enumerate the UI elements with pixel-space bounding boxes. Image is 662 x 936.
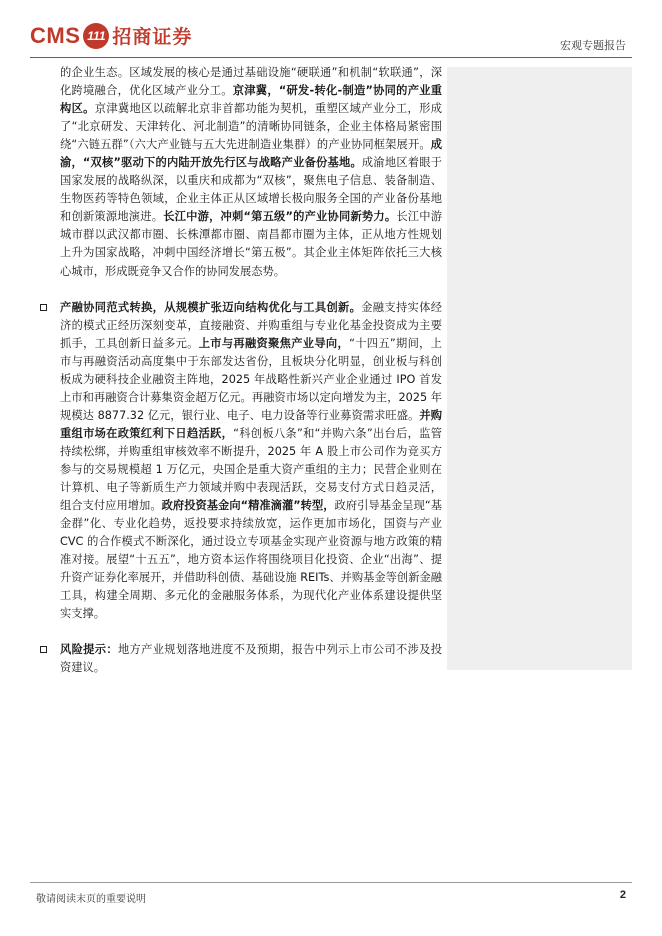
- sidebar-panel: [447, 67, 632, 670]
- text-segment: 长江中游城市群以武汉都市圈、长株潭都市圈、南昌都市圈为主体，正从地方性规划上升为国家战略，冲刺中国经济增长“第五极”。其企业主体矩阵依托三大核心城市，形成既竞争又合作的协同发展态势。: [60, 210, 442, 278]
- bold-text-segment: 并购重组市场在政策红利下日趋活跃，: [60, 408, 442, 440]
- text-segment: “十四五”期间，上市与再融资活动高度集中于东部发达省份，且板块分化明显，创业板与科创板成为硬科技企业融资主阵地，2025 年战略性新兴产业企业通过 IPO 首发上市和再融资合计募集资金超万亿元。再融资市场以定向增发为主，2025 年规模达 8877.32 亿元，银行业、电子、电力设备等行业募资需求旺盛。: [60, 336, 442, 422]
- logo-cn-text: 招商证券: [112, 26, 193, 48]
- bold-text-segment: 成渝，“双核”驱动下的内陆开放先行区与战略产业备份基地。: [60, 138, 442, 170]
- footer-disclaimer: 敬请阅读末页的重要说明: [36, 894, 146, 905]
- logo-badge-icon: 111: [83, 23, 109, 49]
- page-number: 2: [619, 889, 626, 901]
- bold-text-segment: 京津冀，“研发-转化-制造”协同的产业重构区。: [60, 84, 442, 116]
- cms-logo: [30, 22, 192, 49]
- bullet-paragraph: [60, 299, 442, 624]
- square-bullet-icon: [40, 646, 47, 653]
- bullet-paragraph: [60, 641, 442, 677]
- logo-cms-text: CMS: [30, 22, 81, 48]
- text-segment: “科创板八条”和“并购六条”出台后，监管持续松绑，并购重组审核效率不断提升，2025 年 A 股上市公司作为竞买方参与的交易规模超 1 万亿元，央国企是重大资产重组的主力；民营企业则在计算机、电子等新质生产力领域并购中表现活跃，交易支付方式日趋灵活，组合支付应用增加。: [60, 426, 442, 513]
- footer-divider: [30, 882, 632, 883]
- square-bullet-icon: [40, 304, 47, 311]
- bold-text-segment: 上市与再融资聚焦产业导向，: [198, 336, 350, 350]
- bold-text-segment: 风险提示：: [60, 643, 118, 657]
- text-segment: 的企业生态。区域发展的核心是通过基础设施“硬联通”和机制“软联通”，深化跨境融合，优化区域产业分工。: [60, 66, 442, 98]
- text-segment: 京津冀地区以疏解北京非首都功能为契机，重塑区域产业分工，形成了“北京研发、天津转化、河北制造”的清晰协同链条，企业主体格局紧密围绕“六链五群”（六大产业链与五大先进制造业集群）的产业协同框架展开。: [60, 102, 442, 152]
- text-segment: 政府引导基金呈现“基金群”化、专业化趋势，返投要求持续放宽，运作更加市场化，国资与产业 CVC 的合作模式不断深化，通过设立专项基金实现产业资源与地方政策的精准对接。展望“十五五”，地方资本运作将围绕项目化投资、企业“出海”、提升资产证券化率展开，并借助科创债、基础设施 REITs、并购基金等创新金融工具，构建全周期、多元化的金融服务体系，为现代化产业体系建设提供坚实支撑。: [60, 499, 442, 621]
- report-type-label: 宏观专题报告: [560, 39, 626, 52]
- bold-text-segment: 政府投资基金向“精准滴灌”转型，: [161, 499, 335, 513]
- page-header: [0, 0, 662, 62]
- text-segment: 成渝地区着眼于国家发展的战略纵深，以重庆和成都为“双核”，聚焦电子信息、装备制造、生物医药等特色领域，企业主体正从区域增长极向服务全国的产业备份基地和创新策源地演进。: [60, 156, 442, 224]
- header-divider: [30, 57, 632, 58]
- text-segment: 金融支持实体经济的模式正经历深刻变革，直接融资、并购重组与专业化基金投资成为主要抓手，工具创新日益多元。: [60, 300, 442, 350]
- bold-text-segment: 产融协同范式转换，从规模扩张迈向结构优化与工具创新。: [60, 300, 362, 314]
- bold-text-segment: 长江中游，冲刺“第五级”的产业协同新势力。: [163, 210, 397, 224]
- body-text: [40, 64, 442, 696]
- paragraph: [60, 64, 442, 281]
- text-segment: 地方产业规划落地进度不及预期，报告中列示上市公司不涉及投资建议。: [60, 643, 442, 675]
